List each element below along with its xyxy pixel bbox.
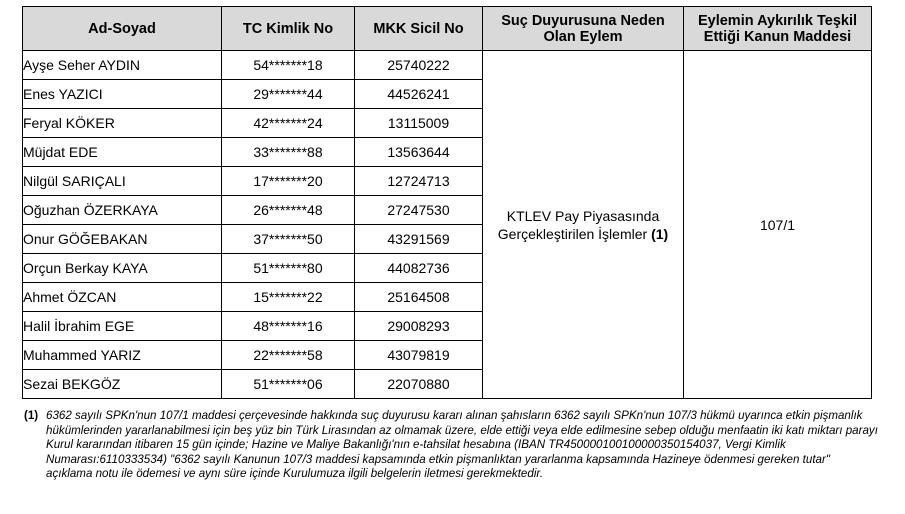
header-action-line2: Olan Eylem <box>543 28 623 45</box>
cell-mkk: 43079819 <box>355 341 483 370</box>
table-row <box>23 51 872 80</box>
header-name: Ad-Soyad <box>23 7 222 51</box>
cell-tc: 26*******48 <box>222 196 355 225</box>
cell-mkk: 43291569 <box>355 225 483 254</box>
action-line1: KTLEV Pay Piyasasında <box>506 207 660 224</box>
header-law <box>684 7 872 51</box>
cell-mkk: 13115009 <box>355 109 483 138</box>
complaint-table <box>22 6 872 399</box>
cell-mkk: 22070880 <box>355 370 483 399</box>
cell-tc: 54*******18 <box>222 51 355 80</box>
cell-name: Halil İbrahim EGE <box>23 312 222 341</box>
cell-tc: 37*******50 <box>222 225 355 254</box>
header-law-line1: Eylemin Aykırılık Teşkil <box>697 12 858 29</box>
cell-name: Enes YAZICI <box>23 80 222 109</box>
cell-mkk: 44082736 <box>355 254 483 283</box>
footnote <box>24 409 879 482</box>
cell-mkk: 25164508 <box>355 283 483 312</box>
cell-name: Feryal KÖKER <box>23 109 222 138</box>
header-law-line2: Ettiği Kanun Maddesi <box>703 28 852 45</box>
cell-mkk: 44526241 <box>355 80 483 109</box>
cell-tc: 48*******16 <box>222 312 355 341</box>
cell-name: Nilgül SARIÇALI <box>23 167 222 196</box>
action-footnote-ref: (1) <box>651 225 669 242</box>
cell-name: Oğuzhan ÖZERKAYA <box>23 196 222 225</box>
footnote-text: 6362 sayılı SPKn'nun 107/1 maddesi çerçevesinde hakkında suç duyurusu kararı alınan şahısların 6362 sayılı SPKn'nun 107/3 hükmü uyarınca etkin pişmanlık hükümlerinden yararlanabilmesi için beş yüz bin Türk Lirasından az olmamak üzere, elde ettiği veya elde edilmesine sebep olduğu menfaatin iki katı miktarı parayı Kurul kararından itibaren 15 gün içinde; Hazine ve Maliye Bakanlığı'nın e-tahsilat hesabına (IBAN TR450000100100000350154037, Vergi Kimlik Numarası:6110333534) "6362 sayılı Kanunun 107/3 maddesi kapsamında etkin pişmanlıktan yararlanma kapsamında Hazineye ödenmesi gereken tutar" açıklama notu ile ödemesi ve aynı süre içinde Kurulumuza ilgili belgelerin iletmesi gerekmektedir. <box>46 409 878 480</box>
cell-name: Müjdat EDE <box>23 138 222 167</box>
cell-tc: 29*******44 <box>222 80 355 109</box>
action-line2: Gerçekleştirilen İşlemler <box>497 225 652 242</box>
header-tc: TC Kimlik No <box>222 7 355 51</box>
cell-mkk: 25740222 <box>355 51 483 80</box>
cell-name: Orçun Berkay KAYA <box>23 254 222 283</box>
cell-law: 107/1 <box>684 51 872 399</box>
cell-tc: 51*******06 <box>222 370 355 399</box>
header-mkk: MKK Sicil No <box>355 7 483 51</box>
header-row <box>23 7 872 51</box>
cell-tc: 17*******20 <box>222 167 355 196</box>
cell-name: Sezai BEKGÖZ <box>23 370 222 399</box>
cell-mkk: 27247530 <box>355 196 483 225</box>
cell-mkk: 13563644 <box>355 138 483 167</box>
header-action <box>483 7 684 51</box>
cell-name: Muhammed YARIZ <box>23 341 222 370</box>
cell-action <box>483 51 684 399</box>
cell-name: Ahmet ÖZCAN <box>23 283 222 312</box>
cell-tc: 33*******88 <box>222 138 355 167</box>
cell-mkk: 29008293 <box>355 312 483 341</box>
cell-tc: 51*******80 <box>222 254 355 283</box>
cell-tc: 42*******24 <box>222 109 355 138</box>
header-action-line1: Suç Duyurusuna Neden <box>501 12 665 29</box>
cell-tc: 15*******22 <box>222 283 355 312</box>
cell-name: Ayşe Seher AYDIN <box>23 51 222 80</box>
cell-name: Onur GÖĞEBAKAN <box>23 225 222 254</box>
footnote-marker: (1) <box>24 409 39 422</box>
cell-mkk: 12724713 <box>355 167 483 196</box>
cell-tc: 22*******58 <box>222 341 355 370</box>
